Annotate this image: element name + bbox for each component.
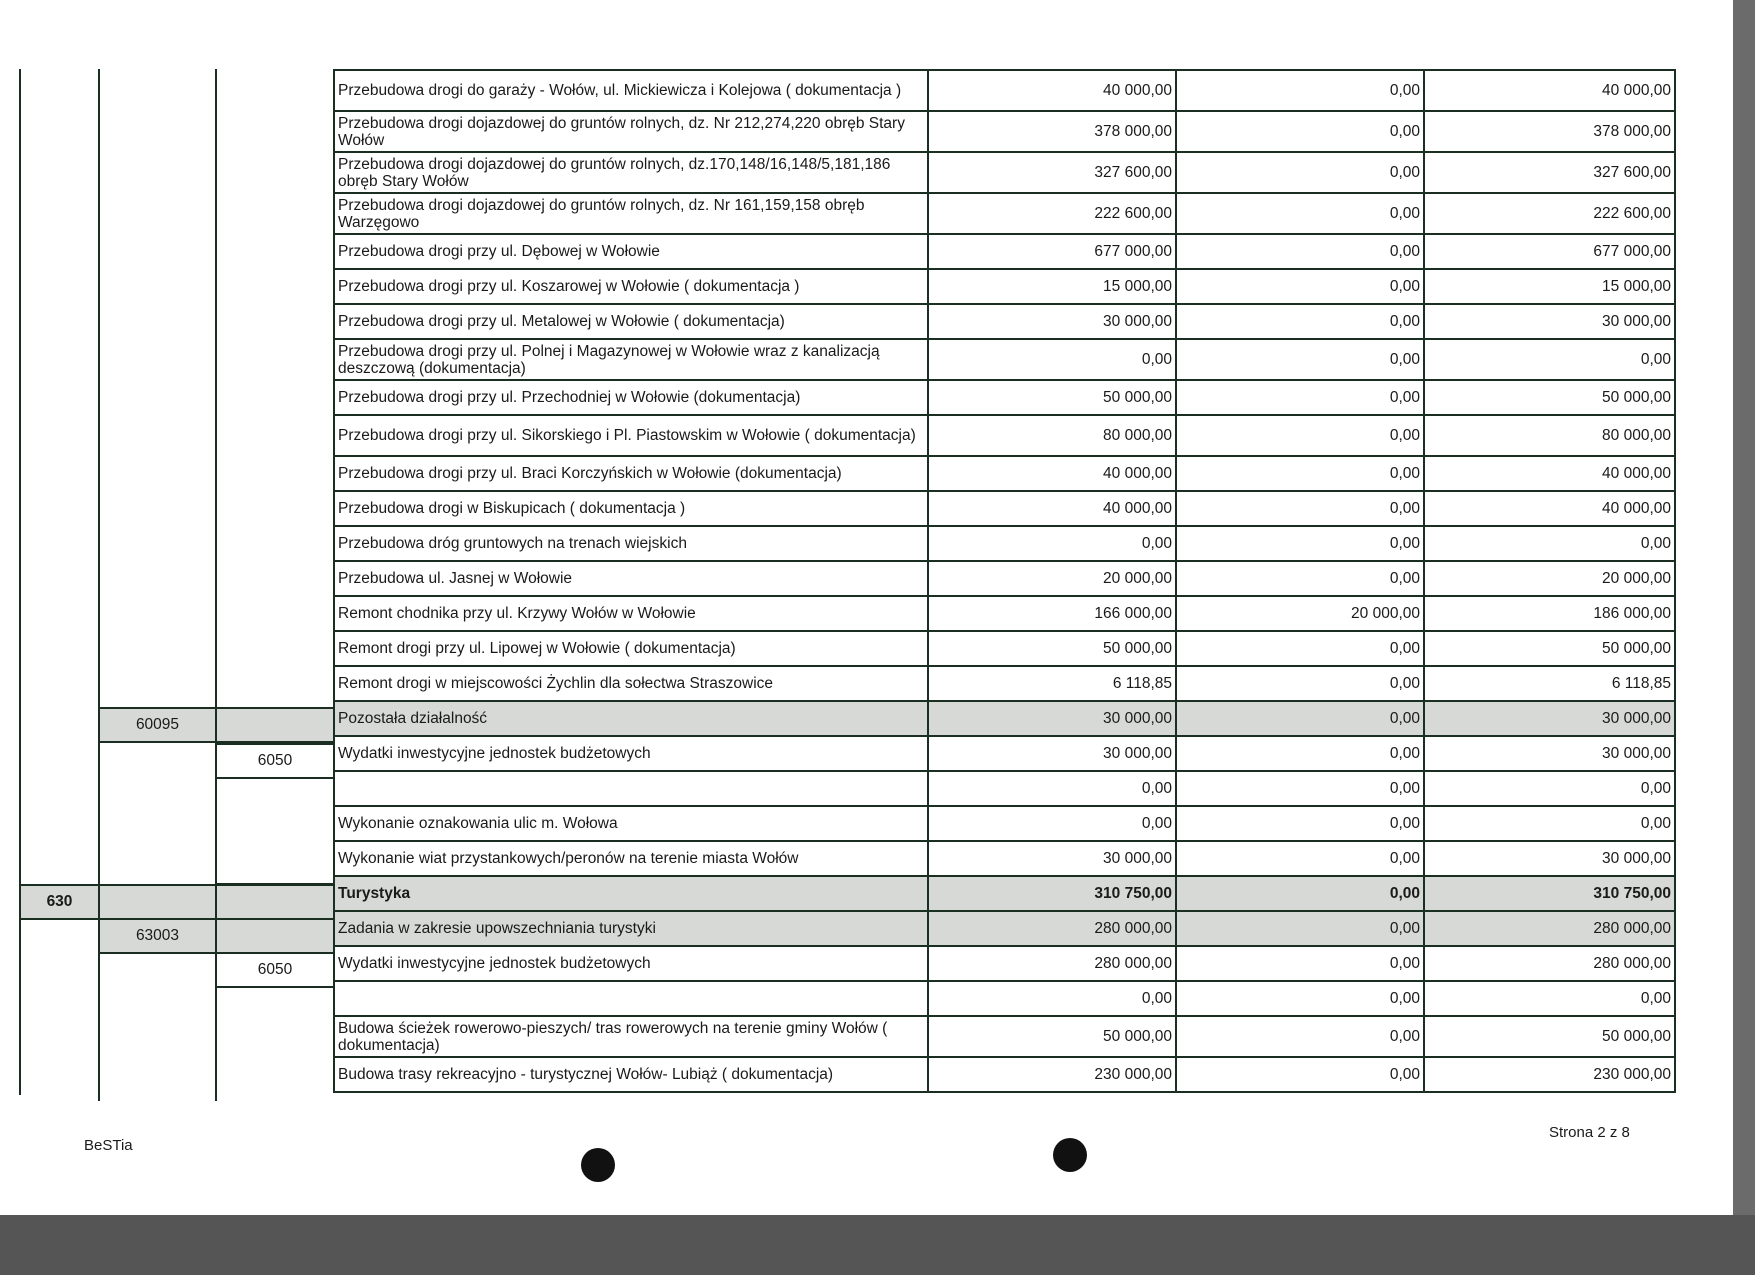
after-change-amount-cell: 30 000,00: [1424, 701, 1675, 736]
scan-edge-bottom: [0, 1215, 1755, 1275]
table-row: [334, 771, 1675, 806]
task-name-cell: Przebudowa drogi w Biskupicach ( dokumentacja ): [334, 491, 928, 526]
after-change-amount-cell: 50 000,00: [1424, 380, 1675, 415]
table-row: [334, 152, 1675, 193]
task-name-cell: Przebudowa drogi przy ul. Braci Korczyńskich w Wołowie (dokumentacja): [334, 456, 928, 491]
table-row: [334, 1016, 1675, 1057]
table-row: [334, 70, 1675, 111]
task-name-cell: [334, 981, 928, 1016]
plan-amount-cell: 280 000,00: [928, 946, 1176, 981]
table-row: [334, 666, 1675, 701]
plan-amount-cell: 230 000,00: [928, 1057, 1176, 1092]
after-change-amount-cell: 0,00: [1424, 806, 1675, 841]
change-amount-cell: 0,00: [1176, 491, 1424, 526]
table-row: [334, 304, 1675, 339]
scan-edge-right: [1733, 0, 1755, 1215]
change-amount-cell: 0,00: [1176, 234, 1424, 269]
table-row: [334, 911, 1675, 946]
after-change-amount-cell: 40 000,00: [1424, 456, 1675, 491]
task-name-cell: Budowa trasy rekreacyjno - turystycznej Wołów- Lubiąż ( dokumentacja): [334, 1057, 928, 1092]
table-row: [334, 841, 1675, 876]
plan-amount-cell: 15 000,00: [928, 269, 1176, 304]
plan-amount-cell: 80 000,00: [928, 415, 1176, 456]
dzial-630-cell: [19, 884, 100, 920]
change-amount-cell: 0,00: [1176, 736, 1424, 771]
task-name-cell: Remont drogi w miejscowości Żychlin dla sołectwa Straszowice: [334, 666, 928, 701]
plan-amount-cell: 40 000,00: [928, 491, 1176, 526]
plan-amount-cell: 30 000,00: [928, 304, 1176, 339]
plan-amount-cell: 166 000,00: [928, 596, 1176, 631]
task-name-cell: Przebudowa drogi przy ul. Polnej i Magazynowej w Wołowie wraz z kanalizacją deszczową (dokumentacja): [334, 339, 928, 380]
change-amount-cell: 0,00: [1176, 561, 1424, 596]
change-amount-cell: 0,00: [1176, 304, 1424, 339]
table-row: [334, 701, 1675, 736]
task-name-cell: Przebudowa dróg gruntowych na trenach wiejskich: [334, 526, 928, 561]
column-line-dzial-left: [19, 69, 21, 1095]
table-row: [334, 526, 1675, 561]
after-change-amount-cell: 327 600,00: [1424, 152, 1675, 193]
table-row: [334, 631, 1675, 666]
task-name-cell: Przebudowa drogi przy ul. Koszarowej w Wołowie ( dokumentacja ): [334, 269, 928, 304]
table-row: [334, 193, 1675, 234]
change-amount-cell: 0,00: [1176, 666, 1424, 701]
task-name-cell: Budowa ścieżek rowerowo-pieszych/ tras rowerowych na terenie gminy Wołów ( dokumentacja): [334, 1016, 928, 1057]
rozdzial-63003-code: 63003: [135, 927, 180, 944]
table-row: [334, 491, 1675, 526]
paragraf-6050-cell-a: [215, 743, 335, 779]
paragraf-6050-code-a: 6050: [257, 752, 293, 769]
after-change-amount-cell: 30 000,00: [1424, 841, 1675, 876]
change-amount-cell: 0,00: [1176, 70, 1424, 111]
change-amount-cell: 0,00: [1176, 911, 1424, 946]
paragraf-empty-630-cell: [215, 884, 335, 920]
task-name-cell: Przebudowa drogi przy ul. Sikorskiego i Pl. Piastowskim w Wołowie ( dokumentacja): [334, 415, 928, 456]
plan-amount-cell: 677 000,00: [928, 234, 1176, 269]
plan-amount-cell: 30 000,00: [928, 701, 1176, 736]
task-name-cell: Przebudowa drogi dojazdowej do gruntów rolnych, dz. Nr 212,274,220 obręb Stary Wołów: [334, 111, 928, 152]
task-name-cell: Wydatki inwestycyjne jednostek budżetowych: [334, 736, 928, 771]
after-change-amount-cell: 0,00: [1424, 771, 1675, 806]
plan-amount-cell: 50 000,00: [928, 631, 1176, 666]
after-change-amount-cell: 310 750,00: [1424, 876, 1675, 911]
after-change-amount-cell: 0,00: [1424, 339, 1675, 380]
rozdzial-empty-630-cell: [98, 884, 217, 920]
expenditure-table-body: [334, 70, 1675, 1092]
table-row: [334, 561, 1675, 596]
after-change-amount-cell: 0,00: [1424, 526, 1675, 561]
after-change-amount-cell: 30 000,00: [1424, 736, 1675, 771]
task-name-cell: [334, 771, 928, 806]
plan-amount-cell: 0,00: [928, 771, 1176, 806]
plan-amount-cell: 378 000,00: [928, 111, 1176, 152]
change-amount-cell: 0,00: [1176, 1057, 1424, 1092]
plan-amount-cell: 50 000,00: [928, 1016, 1176, 1057]
rozdzial-63003-cell: [98, 918, 217, 954]
table-row: [334, 380, 1675, 415]
footer-page-number: Strona 2 z 8: [1549, 1124, 1630, 1141]
after-change-amount-cell: 30 000,00: [1424, 304, 1675, 339]
dzial-630-code: 630: [46, 893, 73, 910]
table-row: [334, 596, 1675, 631]
table-row: [334, 876, 1675, 911]
task-name-cell: Wykonanie oznakowania ulic m. Wołowa: [334, 806, 928, 841]
paragraf-empty-cell-a: [215, 777, 335, 885]
task-name-cell: Przebudowa drogi przy ul. Metalowej w Wołowie ( dokumentacja): [334, 304, 928, 339]
after-change-amount-cell: 6 118,85: [1424, 666, 1675, 701]
after-change-amount-cell: 280 000,00: [1424, 946, 1675, 981]
task-name-cell: Przebudowa ul. Jasnej w Wołowie: [334, 561, 928, 596]
task-name-cell: Wydatki inwestycyjne jednostek budżetowych: [334, 946, 928, 981]
change-amount-cell: 20 000,00: [1176, 596, 1424, 631]
task-name-cell: Przebudowa drogi przy ul. Przechodniej w Wołowie (dokumentacja): [334, 380, 928, 415]
change-amount-cell: 0,00: [1176, 771, 1424, 806]
after-change-amount-cell: 0,00: [1424, 981, 1675, 1016]
rozdzial-60095-cell: [98, 707, 217, 743]
change-amount-cell: 0,00: [1176, 981, 1424, 1016]
plan-amount-cell: 0,00: [928, 339, 1176, 380]
change-amount-cell: 0,00: [1176, 456, 1424, 491]
change-amount-cell: 0,00: [1176, 876, 1424, 911]
task-name-cell: Przebudowa drogi dojazdowej do gruntów rolnych, dz. Nr 161,159,158 obręb Warzęgowo: [334, 193, 928, 234]
plan-amount-cell: 40 000,00: [928, 70, 1176, 111]
table-row: [334, 339, 1675, 380]
change-amount-cell: 0,00: [1176, 152, 1424, 193]
footer-app-name: BeSTia: [84, 1137, 133, 1154]
after-change-amount-cell: 50 000,00: [1424, 1016, 1675, 1057]
plan-amount-cell: 20 000,00: [928, 561, 1176, 596]
punch-hole-left: [581, 1148, 615, 1182]
change-amount-cell: 0,00: [1176, 111, 1424, 152]
change-amount-cell: 0,00: [1176, 339, 1424, 380]
change-amount-cell: 0,00: [1176, 701, 1424, 736]
change-amount-cell: 0,00: [1176, 415, 1424, 456]
after-change-amount-cell: 378 000,00: [1424, 111, 1675, 152]
paragraf-6050-cell-b: [215, 952, 335, 988]
paragraf-empty-60095-cell: [215, 707, 335, 743]
task-name-cell: Przebudowa drogi przy ul. Dębowej w Wołowie: [334, 234, 928, 269]
after-change-amount-cell: 20 000,00: [1424, 561, 1675, 596]
after-change-amount-cell: 280 000,00: [1424, 911, 1675, 946]
change-amount-cell: 0,00: [1176, 269, 1424, 304]
change-amount-cell: 0,00: [1176, 380, 1424, 415]
plan-amount-cell: 30 000,00: [928, 736, 1176, 771]
plan-amount-cell: 0,00: [928, 526, 1176, 561]
table-row: [334, 456, 1675, 491]
plan-amount-cell: 6 118,85: [928, 666, 1176, 701]
change-amount-cell: 0,00: [1176, 193, 1424, 234]
table-row: [334, 946, 1675, 981]
plan-amount-cell: 327 600,00: [928, 152, 1176, 193]
table-row: [334, 234, 1675, 269]
task-name-cell: Zadania w zakresie upowszechniania turystyki: [334, 911, 928, 946]
task-name-cell: Wykonanie wiat przystankowych/peronów na terenie miasta Wołów: [334, 841, 928, 876]
plan-amount-cell: 0,00: [928, 806, 1176, 841]
task-name-cell: Pozostała działalność: [334, 701, 928, 736]
change-amount-cell: 0,00: [1176, 806, 1424, 841]
change-amount-cell: 0,00: [1176, 526, 1424, 561]
change-amount-cell: 0,00: [1176, 946, 1424, 981]
plan-amount-cell: 50 000,00: [928, 380, 1176, 415]
plan-amount-cell: 280 000,00: [928, 911, 1176, 946]
change-amount-cell: 0,00: [1176, 1016, 1424, 1057]
punch-hole-right: [1053, 1138, 1087, 1172]
task-name-cell: Turystyka: [334, 876, 928, 911]
after-change-amount-cell: 50 000,00: [1424, 631, 1675, 666]
rozdzial-60095-code: 60095: [135, 716, 180, 733]
task-name-cell: Remont drogi przy ul. Lipowej w Wołowie ( dokumentacja): [334, 631, 928, 666]
paragraf-empty-63003-cell: [215, 918, 335, 954]
plan-amount-cell: 0,00: [928, 981, 1176, 1016]
after-change-amount-cell: 230 000,00: [1424, 1057, 1675, 1092]
table-row: [334, 736, 1675, 771]
after-change-amount-cell: 80 000,00: [1424, 415, 1675, 456]
task-name-cell: Przebudowa drogi do garaży - Wołów, ul. Mickiewicza i Kolejowa ( dokumentacja ): [334, 70, 928, 111]
after-change-amount-cell: 677 000,00: [1424, 234, 1675, 269]
table-row: [334, 269, 1675, 304]
paragraf-6050-code-b: 6050: [257, 961, 293, 978]
table-row: [334, 111, 1675, 152]
change-amount-cell: 0,00: [1176, 841, 1424, 876]
task-name-cell: Remont chodnika przy ul. Krzywy Wołów w Wołowie: [334, 596, 928, 631]
task-name-cell: Przebudowa drogi dojazdowej do gruntów rolnych, dz.170,148/16,148/5,181,186 obręb Stary Wołów: [334, 152, 928, 193]
plan-amount-cell: 30 000,00: [928, 841, 1176, 876]
after-change-amount-cell: 40 000,00: [1424, 491, 1675, 526]
after-change-amount-cell: 222 600,00: [1424, 193, 1675, 234]
plan-amount-cell: 40 000,00: [928, 456, 1176, 491]
expenditure-table: [333, 69, 1676, 1093]
after-change-amount-cell: 186 000,00: [1424, 596, 1675, 631]
table-row: [334, 981, 1675, 1016]
plan-amount-cell: 222 600,00: [928, 193, 1176, 234]
table-row: [334, 806, 1675, 841]
after-change-amount-cell: 15 000,00: [1424, 269, 1675, 304]
change-amount-cell: 0,00: [1176, 631, 1424, 666]
table-row: [334, 1057, 1675, 1092]
table-row: [334, 415, 1675, 456]
after-change-amount-cell: 40 000,00: [1424, 70, 1675, 111]
plan-amount-cell: 310 750,00: [928, 876, 1176, 911]
